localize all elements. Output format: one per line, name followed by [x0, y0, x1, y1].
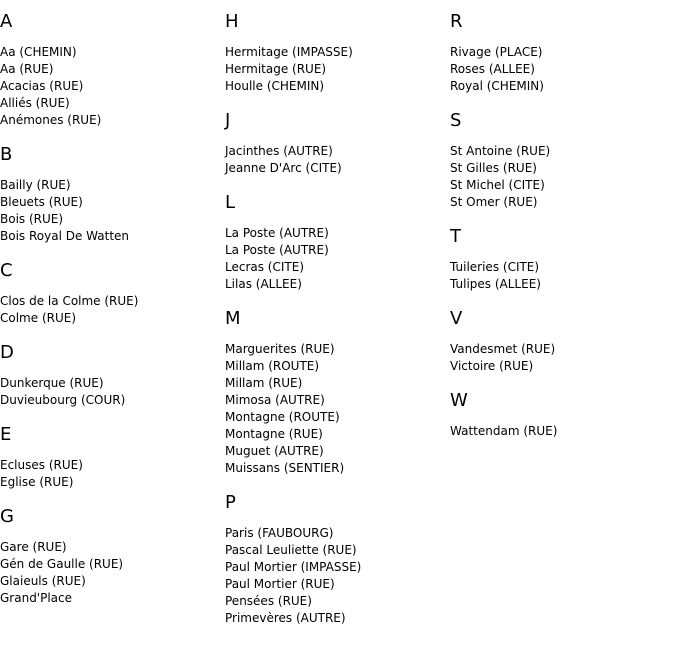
- street-index-column-1: [0, 0, 225, 607]
- section-letter: P: [225, 492, 236, 513]
- street-link[interactable]: Acacias (RUE): [0, 79, 84, 93]
- street-link[interactable]: Roses (ALLEE): [450, 62, 535, 76]
- letter-section-h: [225, 10, 450, 95]
- letter-section-t: [450, 225, 675, 293]
- street-link[interactable]: Mimosa (AUTRE): [225, 393, 325, 407]
- letter-section-s: [450, 109, 675, 211]
- street-link[interactable]: Aa (RUE): [0, 62, 54, 76]
- street-link[interactable]: Royal (CHEMIN): [450, 79, 544, 93]
- street-link[interactable]: Paul Mortier (RUE): [225, 577, 335, 591]
- street-list: [0, 457, 225, 491]
- letter-section-w: [450, 389, 675, 440]
- street-link[interactable]: Muguet (AUTRE): [225, 444, 324, 458]
- street-list: [0, 539, 225, 607]
- street-link[interactable]: Ecluses (RUE): [0, 458, 83, 472]
- street-list: [225, 341, 450, 477]
- street-link[interactable]: Grand'Place: [0, 591, 73, 605]
- letter-section-r: [450, 10, 675, 95]
- section-letter: B: [0, 144, 13, 165]
- street-link[interactable]: St Omer (RUE): [450, 195, 538, 209]
- letter-section-g: [0, 505, 225, 607]
- street-list: [450, 341, 675, 375]
- street-list: [0, 44, 225, 129]
- street-link[interactable]: Jeanne D'Arc (CITE): [225, 161, 342, 175]
- letter-section-v: [450, 307, 675, 375]
- section-letter: J: [225, 110, 231, 131]
- street-link[interactable]: Hermitage (RUE): [225, 62, 327, 76]
- section-letter: S: [450, 110, 462, 131]
- street-link[interactable]: Tulipes (ALLEE): [450, 277, 541, 291]
- street-link[interactable]: Colme (RUE): [0, 311, 77, 325]
- section-letter: L: [225, 192, 236, 213]
- street-list: [450, 143, 675, 211]
- letter-section-l: [225, 191, 450, 293]
- street-link[interactable]: Marguerites (RUE): [225, 342, 335, 356]
- street-link[interactable]: Paul Mortier (IMPASSE): [225, 560, 362, 574]
- street-list: [0, 177, 225, 245]
- street-list: [225, 225, 450, 293]
- street-list: [0, 293, 225, 327]
- section-letter: V: [450, 308, 463, 329]
- street-list: [450, 423, 675, 440]
- street-link[interactable]: Glaieuls (RUE): [0, 574, 86, 588]
- street-list: [225, 44, 450, 95]
- street-link[interactable]: La Poste (AUTRE): [225, 243, 329, 257]
- section-letter: H: [225, 11, 239, 32]
- section-letter: A: [0, 11, 13, 32]
- street-link[interactable]: Duvieubourg (COUR): [0, 393, 126, 407]
- letter-section-e: [0, 423, 225, 491]
- street-link[interactable]: Eglise (RUE): [0, 475, 74, 489]
- street-link[interactable]: Bleuets (RUE): [0, 195, 83, 209]
- street-link[interactable]: Lecras (CITE): [225, 260, 305, 274]
- street-list: [0, 375, 225, 409]
- street-link[interactable]: Tuileries (CITE): [450, 260, 540, 274]
- street-link[interactable]: Alliés (RUE): [0, 96, 70, 110]
- street-link[interactable]: Dunkerque (RUE): [0, 376, 104, 390]
- street-index-column-2: [225, 0, 450, 627]
- section-letter: R: [450, 11, 463, 32]
- street-link[interactable]: Montagne (ROUTE): [225, 410, 340, 424]
- street-link[interactable]: Rivage (PLACE): [450, 45, 543, 59]
- section-letter: T: [450, 226, 461, 247]
- street-link[interactable]: La Poste (AUTRE): [225, 226, 329, 240]
- street-link[interactable]: Victoire (RUE): [450, 359, 534, 373]
- street-index-column-3: [450, 0, 675, 440]
- street-link[interactable]: Bois (RUE): [0, 212, 64, 226]
- street-link[interactable]: Lilas (ALLEE): [225, 277, 302, 291]
- letter-section-d: [0, 341, 225, 409]
- street-link[interactable]: Aa (CHEMIN): [0, 45, 77, 59]
- letter-section-a: [0, 10, 225, 129]
- street-link[interactable]: Anémones (RUE): [0, 113, 102, 127]
- street-link[interactable]: Paris (FAUBOURG): [225, 526, 334, 540]
- street-link[interactable]: Gare (RUE): [0, 540, 67, 554]
- street-list: [450, 259, 675, 293]
- letter-section-b: [0, 143, 225, 245]
- street-list: [225, 143, 450, 177]
- street-link[interactable]: Bois Royal De Watten: [0, 229, 130, 243]
- street-link[interactable]: St Antoine (RUE): [450, 144, 551, 158]
- street-list: [450, 44, 675, 95]
- letter-section-p: [225, 491, 450, 627]
- street-link[interactable]: Clos de la Colme (RUE): [0, 294, 139, 308]
- section-letter: G: [0, 506, 14, 527]
- street-link[interactable]: Vandesmet (RUE): [450, 342, 556, 356]
- street-link[interactable]: Muissans (SENTIER): [225, 461, 345, 475]
- section-letter: E: [0, 424, 12, 445]
- street-link[interactable]: Pascal Leuliette (RUE): [225, 543, 357, 557]
- section-letter: C: [0, 260, 13, 281]
- street-link[interactable]: Bailly (RUE): [0, 178, 71, 192]
- street-link[interactable]: Wattendam (RUE): [450, 424, 558, 438]
- street-link[interactable]: Millam (ROUTE): [225, 359, 320, 373]
- street-link[interactable]: St Michel (CITE): [450, 178, 545, 192]
- street-link[interactable]: St Gilles (RUE): [450, 161, 537, 175]
- street-link[interactable]: Montagne (RUE): [225, 427, 323, 441]
- section-letter: D: [0, 342, 14, 363]
- letter-section-c: [0, 259, 225, 327]
- street-link[interactable]: Gén de Gaulle (RUE): [0, 557, 124, 571]
- street-link[interactable]: Pensées (RUE): [225, 594, 312, 608]
- street-list: [225, 525, 450, 627]
- section-letter: W: [450, 390, 468, 411]
- street-link[interactable]: Jacinthes (AUTRE): [225, 144, 333, 158]
- street-link[interactable]: Primevères (AUTRE): [225, 611, 346, 625]
- letter-section-j: [225, 109, 450, 177]
- section-letter: M: [225, 308, 241, 329]
- street-link[interactable]: Millam (RUE): [225, 376, 303, 390]
- street-link[interactable]: Houlle (CHEMIN): [225, 79, 325, 93]
- street-link[interactable]: Hermitage (IMPASSE): [225, 45, 353, 59]
- letter-section-m: [225, 307, 450, 477]
